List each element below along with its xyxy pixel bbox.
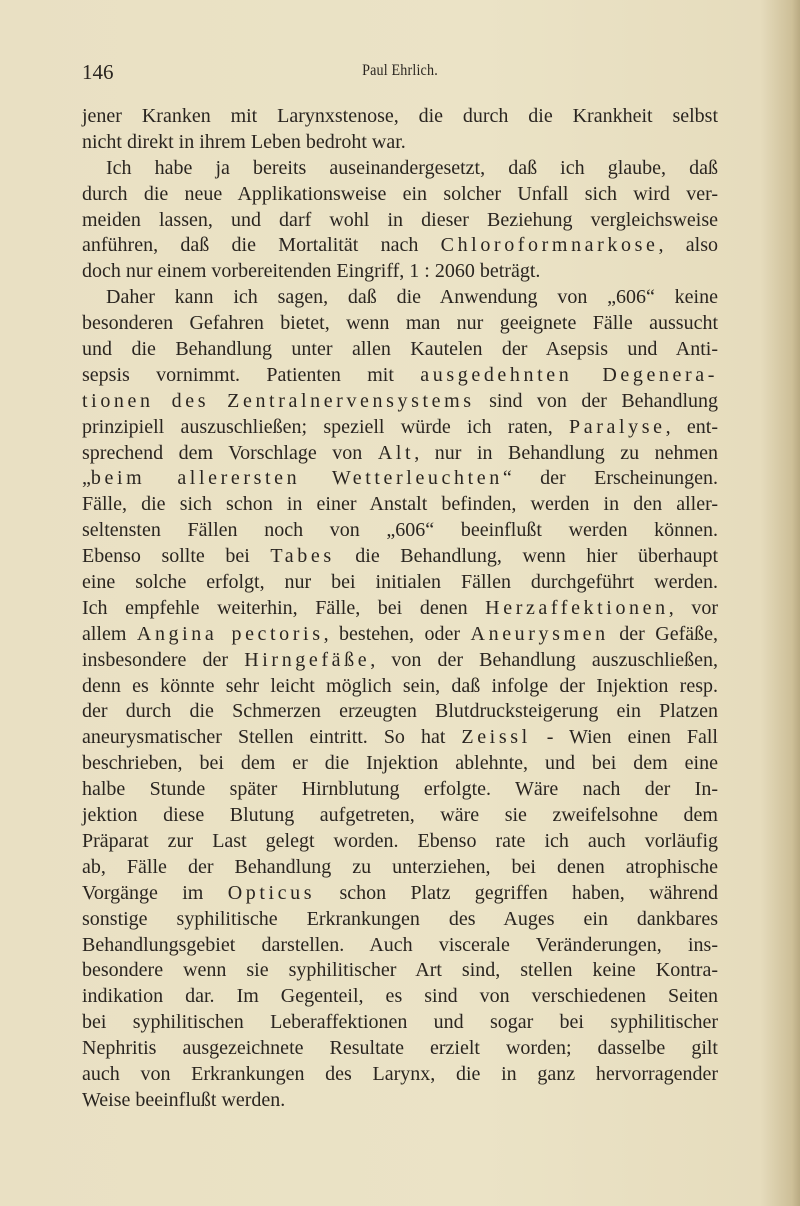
text-line <box>82 1062 718 1088</box>
text-run: jektion diese Blutung aufgetreten, wäre sie zweifelsohne dem <box>82 804 718 827</box>
text-line <box>82 104 718 130</box>
text-line <box>82 596 718 622</box>
text-run: meiden lassen, und darf wohl in dieser Beziehung vergleichsweise <box>82 208 718 231</box>
text-line <box>82 855 718 881</box>
text-run: sonstige syphilitische Erkrankungen des Auges ein dankbares <box>82 907 718 930</box>
text-run: Weise beeinflußt werden. <box>82 1088 286 1111</box>
text-line <box>82 130 718 156</box>
page-number: 146 <box>82 60 114 84</box>
text-line <box>82 285 718 311</box>
text-run: Vorgänge im <box>82 881 228 904</box>
text-run: durch die neue Applikationsweise ein solcher Unfall sich wird ver- <box>82 182 718 205</box>
text-run: anführen, daß die Mortalität nach <box>82 234 441 257</box>
text-line <box>82 570 718 596</box>
text-line <box>82 337 718 363</box>
text-line <box>82 233 718 259</box>
text-run: Nephritis ausgezeichnete Resultate erzielt worden; dasselbe gilt <box>82 1037 718 1060</box>
text-line <box>82 674 718 700</box>
text-run: , von der Behandlung auszuschließen, <box>370 648 718 671</box>
text-run: besonderen Gefahren bietet, wenn man nur geeignete Fälle aussucht <box>82 312 718 335</box>
text-line <box>82 933 718 959</box>
text-line <box>82 259 718 285</box>
emphasized-text: Aneurysmen <box>470 622 609 645</box>
text-run: prinzipiell auszuschließen; speziell würde ich raten, <box>82 415 570 438</box>
text-run: , bestehen, oder <box>323 622 471 645</box>
text-line <box>82 389 718 415</box>
emphasized-text: Tabes <box>270 545 335 568</box>
text-line <box>82 156 718 182</box>
emphasized-text: Zeissl <box>461 726 531 749</box>
text-run: sprechend dem Vorschlage von <box>82 441 378 464</box>
text-line <box>82 518 718 544</box>
text-run: Behandlungsgebiet darstellen. Auch viscerale Veränderungen, ins- <box>82 933 718 956</box>
emphasized-text: tionen des Zentralnervensystems <box>82 389 475 412</box>
body-text <box>82 104 718 1114</box>
emphasized-text: beim allerersten Wetterleuchten <box>90 467 503 490</box>
text-line <box>82 415 718 441</box>
text-run: „ <box>82 467 91 490</box>
text-run: besondere wenn sie syphilitischer Art sind, stellen keine Kontra- <box>82 959 718 982</box>
text-run: , vor <box>668 596 718 619</box>
text-line <box>82 648 718 674</box>
text-run: halbe Stunde später Hirnblutung erfolgte. Wäre nach der In- <box>82 778 718 801</box>
text-run: , also <box>658 234 719 257</box>
text-line <box>82 544 718 570</box>
text-run: , ent- <box>665 415 718 438</box>
text-run: doch nur einem vorbereitenden Eingriff, 1 : 2060 beträgt. <box>82 260 541 283</box>
text-run: und die Behandlung unter allen Kautelen der Asepsis und Anti- <box>82 338 718 361</box>
text-line <box>82 1010 718 1036</box>
text-run: , nur in Behandlung zu nehmen <box>414 441 718 464</box>
text-line <box>82 803 718 829</box>
text-line <box>82 907 718 933</box>
emphasized-text: Opticus <box>227 881 316 904</box>
text-run: nicht direkt in ihrem Leben bedroht war. <box>82 130 406 153</box>
text-line <box>82 311 718 337</box>
text-line <box>82 466 718 492</box>
text-run: denn es könnte sehr leicht möglich sein, daß infolge der Injektion resp. <box>82 674 718 697</box>
text-run: Präparat zur Last gelegt worden. Ebenso rate ich auch vorläufig <box>82 829 718 852</box>
text-run: die Behandlung, wenn hier überhaupt <box>334 545 719 568</box>
text-line <box>82 984 718 1010</box>
text-run: beschrieben, bei dem er die Injektion ablehnte, und bei dem eine <box>82 752 718 775</box>
text-line <box>82 777 718 803</box>
text-run: sepsis vornimmt. Patienten mit <box>82 363 421 386</box>
text-run: der durch die Schmerzen erzeugten Blutdrucksteigerung ein Platzen <box>82 700 718 723</box>
text-run: - Wien einen Fall <box>530 726 718 749</box>
text-run: indikation dar. Im Gegenteil, es sind von verschiedenen Seiten <box>82 985 718 1008</box>
emphasized-text: Angina pectoris <box>136 622 324 645</box>
text-run: allem <box>82 622 137 645</box>
text-line <box>82 208 718 234</box>
running-head: Paul Ehrlich. <box>362 62 438 79</box>
text-run: sind von der Behandlung <box>474 389 718 412</box>
emphasized-text: ausgedehnten Degenera- <box>420 363 718 386</box>
text-run: seltensten Fällen noch von „606“ beeinflußt werden können. <box>82 519 718 542</box>
text-run: eine solche erfolgt, nur bei initialen Fällen durchgeführt werden. <box>82 571 718 594</box>
text-line <box>82 622 718 648</box>
text-line <box>82 699 718 725</box>
text-line <box>82 492 718 518</box>
emphasized-text: Herzaffektionen <box>485 596 669 619</box>
text-line <box>82 881 718 907</box>
text-line <box>82 725 718 751</box>
text-run: aneurysmatischer Stellen eintritt. So hat <box>82 726 462 749</box>
text-line <box>82 363 718 389</box>
text-run: Ebenso sollte bei <box>82 545 271 568</box>
text-run: jener Kranken mit Larynxstenose, die durch die Krankheit selbst <box>82 105 718 127</box>
text-line <box>82 1088 718 1114</box>
text-line <box>82 441 718 467</box>
emphasized-text: Alt <box>377 441 415 464</box>
text-line <box>82 958 718 984</box>
text-run: Ich habe ja bereits auseinandergesetzt, daß ich glaube, daß <box>106 156 718 179</box>
text-run: Daher kann ich sagen, daß die Anwendung von „606“ keine <box>106 286 718 309</box>
text-run: bei syphilitischen Leberaffektionen und sogar bei syphilitischer <box>82 1011 718 1034</box>
emphasized-text: Hirngefäße <box>244 648 371 671</box>
emphasized-text: Paralyse <box>569 415 666 438</box>
text-run: auch von Erkrankungen des Larynx, die in ganz hervorragender <box>82 1062 718 1085</box>
text-run: der Gefäße, <box>608 622 718 645</box>
text-line <box>82 182 718 208</box>
text-run: ab, Fälle der Behandlung zu unterziehen, bei denen atrophische <box>82 855 718 878</box>
text-run: “ der Erscheinungen. <box>502 467 718 490</box>
text-run: schon Platz gegriffen haben, während <box>315 881 718 904</box>
text-line <box>82 829 718 855</box>
text-run: Ich empfehle weiterhin, Fälle, bei denen <box>82 596 486 619</box>
text-run: Fälle, die sich schon in einer Anstalt befinden, werden in den aller- <box>82 493 718 516</box>
text-line <box>82 1036 718 1062</box>
text-line <box>82 751 718 777</box>
emphasized-text: Chloroformnarkose <box>440 234 659 257</box>
text-run: insbesondere der <box>82 648 245 671</box>
